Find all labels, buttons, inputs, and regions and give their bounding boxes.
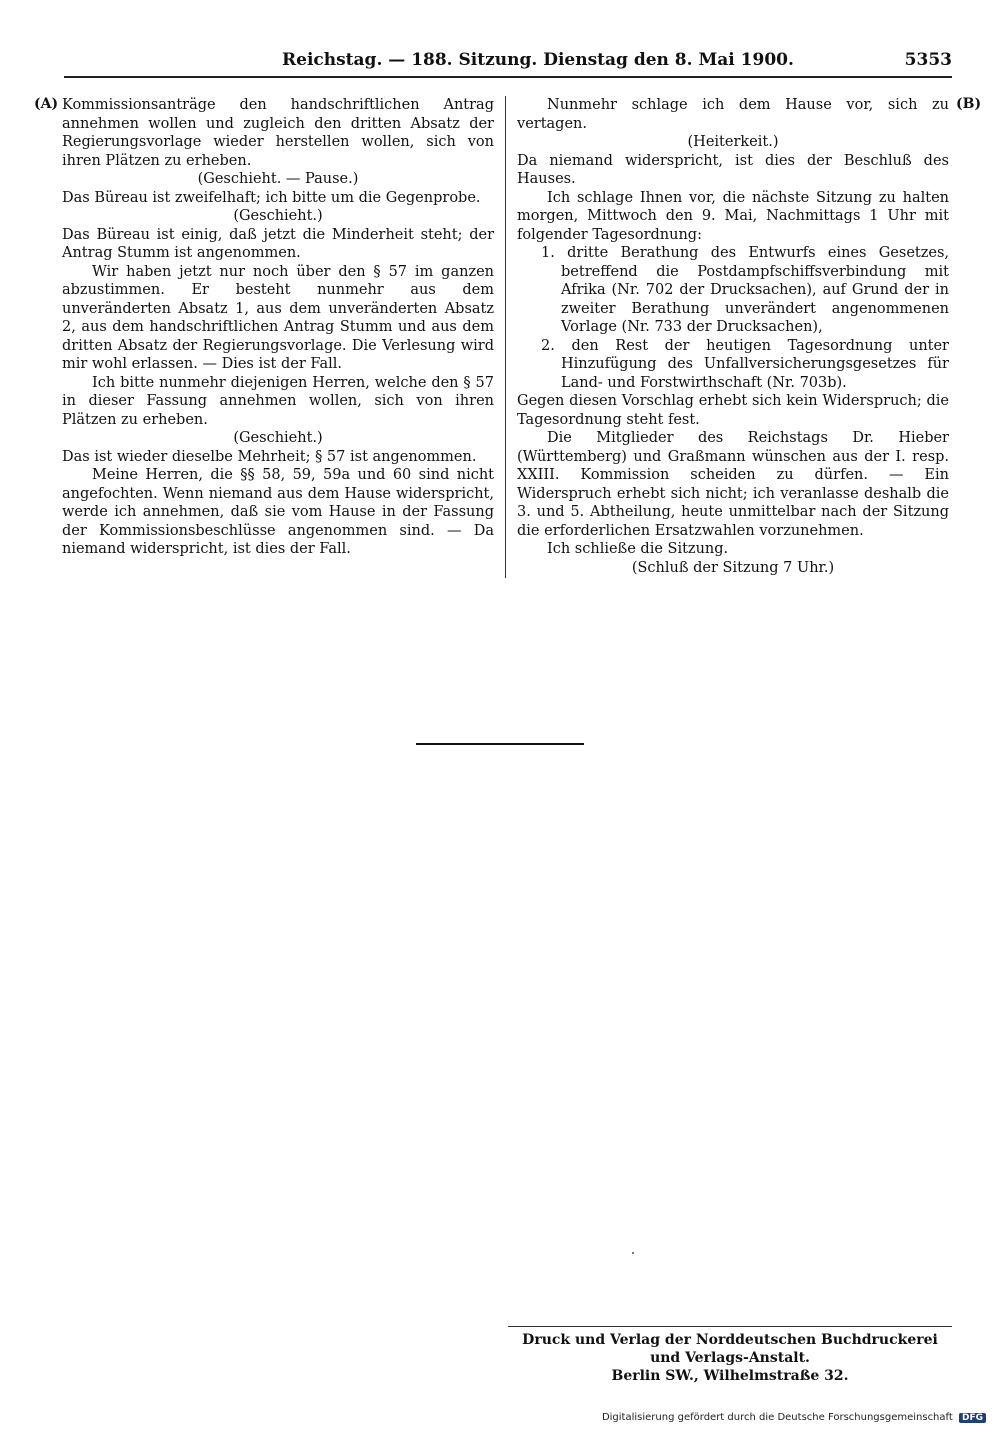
margin-marker-b: (B) bbox=[956, 96, 982, 112]
column-divider bbox=[505, 96, 506, 578]
paragraph: Das Büreau ist zweifelhaft; ich bitte um die Gegenprobe. bbox=[62, 189, 481, 206]
imprint-line-1: Druck und Verlag der Norddeutschen Buchdruckerei und Verlags-Anstalt. bbox=[522, 1332, 938, 1366]
page-number: 5353 bbox=[904, 50, 952, 70]
paragraph: Meine Herren, die §§ 58, 59, 59a und 60 sind nicht angefochten. Wenn niemand aus dem Hause widerspricht, werde ich annehmen, daß sie vom Hause in der Fassung der Kommissionsbeschlüsse angenommen sind. — Da niemand widerspricht, ist dies der Fall. bbox=[62, 467, 494, 557]
speck bbox=[632, 1252, 634, 1254]
digitization-credit bbox=[602, 1412, 986, 1423]
agenda-item: 2. den Rest der heutigen Tagesordnung unter Hinzufügung des Unfallversicherungsgesetzes für Land- und Forstwirthschaft (Nr. 703b). bbox=[541, 337, 949, 391]
digitization-text: Digitalisierung gefördert durch die Deutsche Forschungsgemeinschaft bbox=[601, 1412, 953, 1423]
paragraph: Ich schließe die Sitzung. bbox=[547, 541, 729, 557]
paragraph: Gegen diesen Vorschlag erhebt sich kein Widerspruch; die Tagesordnung steht fest. bbox=[517, 393, 949, 428]
paragraph: Da niemand widerspricht, ist dies der Beschluß des Hauses. bbox=[517, 152, 949, 187]
left-column bbox=[62, 96, 494, 559]
paragraph: Kommissionsanträge den handschriftlichen Antrag annehmen wollen und zugleich den dritten Absatz der Regierungsvorlage wieder herstellen wollen, sich von ihren Plätzen zu erheben. bbox=[62, 97, 494, 169]
page-title: Reichstag. — 188. Sitzung. Dienstag den 8. Mai 1900. bbox=[282, 50, 794, 70]
header-rule bbox=[64, 76, 952, 78]
paragraph: Nunmehr schlage ich dem Hause vor, sich zu vertagen. bbox=[517, 97, 949, 132]
paragraph: Die Mitglieder des Reichstags Dr. Hieber (Württemberg) und Graßmann wünschen aus der I. resp. XXIII. Kommission scheiden zu dürfen. — Ein Widerspruch erhebt sich nicht; ich veranlasse deshalb die 3. und 5. Abtheilung, heute unmittelbar nach der Sitzung die erforderlichen Ersatzwahlen vorzunehmen. bbox=[517, 430, 949, 539]
stage-direction: (Heiterkeit.) bbox=[687, 134, 779, 150]
stage-direction: (Geschieht. — Pause.) bbox=[197, 171, 359, 187]
stage-direction: (Geschieht.) bbox=[233, 430, 323, 446]
paragraph: Das ist wieder dieselbe Mehrheit; § 57 ist angenommen. bbox=[62, 448, 477, 465]
imprint bbox=[508, 1331, 952, 1385]
closing-note: (Schluß der Sitzung 7 Uhr.) bbox=[631, 559, 835, 576]
paragraph: Das Büreau ist einig, daß jetzt die Minderheit steht; der Antrag Stumm ist angenommen. bbox=[62, 226, 494, 261]
margin-marker-a: (A) bbox=[34, 96, 59, 112]
agenda-item: 1. dritte Berathung des Entwurfs eines Gesetzes, betreffend die Postdampfschiffsverbindung mit Afrika (Nr. 702 der Drucksachen), auf Grund der in zweiter Berathung unverändert angenommenen Vorlage (Nr. 733 der Drucksachen), bbox=[541, 245, 949, 335]
section-divider bbox=[416, 743, 584, 745]
imprint-line-2: Berlin SW., Wilhelmstraße 32. bbox=[611, 1368, 849, 1384]
stage-direction: (Geschieht.) bbox=[233, 208, 323, 224]
paragraph: Ich schlage Ihnen vor, die nächste Sitzung zu halten morgen, Mittwoch den 9. Mai, Nachmittags 1 Uhr mit folgender Tagesordnung: bbox=[517, 189, 949, 243]
right-column bbox=[517, 96, 949, 577]
footer-rule bbox=[508, 1326, 952, 1327]
dfg-logo-icon: DFG bbox=[959, 1413, 986, 1423]
paragraph: Wir haben jetzt nur noch über den § 57 im ganzen abzustimmen. Er besteht nunmehr aus dem unveränderten Absatz 1, aus dem unveränderten Absatz 2, aus dem handschriftlichen Antrag Stumm und aus dem dritten Absatz der Regierungsvorlage. Die Verlesung wird mir wohl erlassen. — Dies ist der Fall. bbox=[62, 263, 494, 372]
paragraph: Ich bitte nunmehr diejenigen Herren, welche den § 57 in dieser Fassung annehmen wollen, sich von ihren Plätzen zu erheben. bbox=[62, 374, 494, 428]
